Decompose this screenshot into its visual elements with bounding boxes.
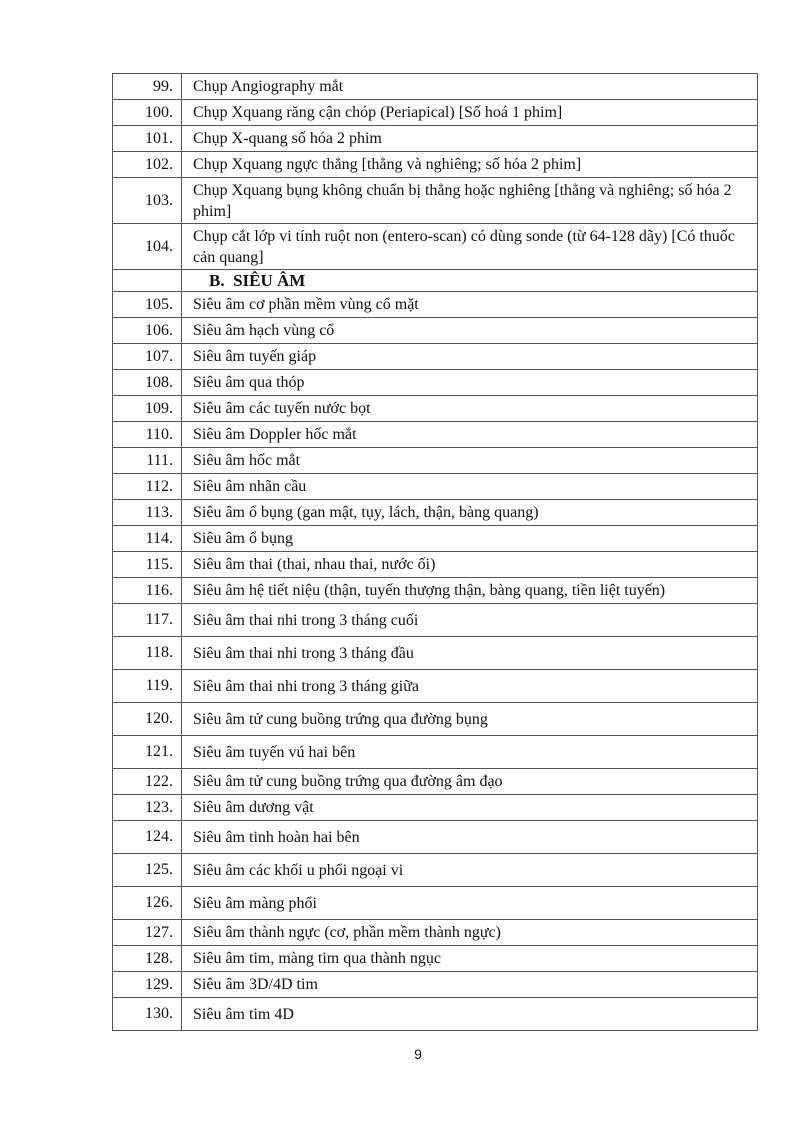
- procedure-name-cell: Siêu âm ổ bụng (gan mật, tụy, lách, thận, bàng quang): [182, 500, 758, 526]
- row-index-cell: 100.: [113, 100, 182, 126]
- row-index-cell: 106.: [113, 318, 182, 344]
- procedure-name-cell: Siêu âm tử cung buồng trứng qua đường bụng: [182, 703, 758, 736]
- row-index-cell: 119.: [113, 670, 182, 703]
- procedure-row: [113, 500, 758, 526]
- procedure-row: [113, 448, 758, 474]
- procedure-name-cell: Siêu âm cơ phần mềm vùng cổ mặt: [182, 292, 758, 318]
- procedure-row: [113, 854, 758, 887]
- procedure-row: [113, 474, 758, 500]
- procedure-row: [113, 422, 758, 448]
- procedure-name-cell: Siêu âm ổ bụng: [182, 526, 758, 552]
- row-index-cell: 111.: [113, 448, 182, 474]
- page-number: 9: [414, 1046, 422, 1062]
- procedure-name-cell: Siêu âm qua thóp: [182, 370, 758, 396]
- procedure-name-cell: Siêu âm nhãn cầu: [182, 474, 758, 500]
- procedure-name-cell: Siêu âm tuyến giáp: [182, 344, 758, 370]
- row-index-cell: 121.: [113, 736, 182, 769]
- procedure-row: [113, 126, 758, 152]
- row-index-cell: 118.: [113, 637, 182, 670]
- procedure-name-cell: Siêu âm các khối u phổi ngoại vi: [182, 854, 758, 887]
- procedure-name-cell: Siêu âm thành ngực (cơ, phần mềm thành ngực): [182, 920, 758, 946]
- procedure-name-cell: Siêu âm hạch vùng cổ: [182, 318, 758, 344]
- procedure-row: [113, 769, 758, 795]
- procedure-name-cell: Siêu âm tuyến vú hai bên: [182, 736, 758, 769]
- procedure-name-cell: Chụp cắt lớp vi tính ruột non (entero-scan) có dùng sonde (từ 64-128 dãy) [Có thuốc cản quang]: [182, 224, 758, 270]
- row-index-cell: 129.: [113, 972, 182, 998]
- row-index-cell: 103.: [113, 178, 182, 224]
- row-index-cell: 110.: [113, 422, 182, 448]
- row-index-cell: 124.: [113, 821, 182, 854]
- procedure-name-cell: Siêu âm thai nhi trong 3 tháng giữa: [182, 670, 758, 703]
- procedure-row: [113, 396, 758, 422]
- row-index-cell: 105.: [113, 292, 182, 318]
- procedure-row: [113, 821, 758, 854]
- procedure-name-cell: Chụp Xquang răng cận chóp (Periapical) [Số hoá 1 phim]: [182, 100, 758, 126]
- procedure-row: [113, 526, 758, 552]
- procedure-row: [113, 370, 758, 396]
- procedure-row: [113, 604, 758, 637]
- row-index-cell: 123.: [113, 795, 182, 821]
- procedure-name-cell: Siêu âm dương vật: [182, 795, 758, 821]
- procedure-name-cell: Siêu âm tim 4D: [182, 998, 758, 1031]
- procedure-name-cell: Chụp Xquang bụng không chuẩn bị thẳng hoặc nghiêng [thẳng và nghiêng; số hóa 2 phim]: [182, 178, 758, 224]
- row-index-cell: 126.: [113, 887, 182, 920]
- row-index-cell: 114.: [113, 526, 182, 552]
- procedure-row: [113, 946, 758, 972]
- row-index-cell: 109.: [113, 396, 182, 422]
- procedure-name-cell: Chụp X-quang số hóa 2 phim: [182, 126, 758, 152]
- procedures-table: [112, 73, 758, 1031]
- procedure-name-cell: Siêu âm thai nhi trong 3 tháng đầu: [182, 637, 758, 670]
- procedure-name-cell: Siêu âm Doppler hốc mắt: [182, 422, 758, 448]
- procedure-name-cell: Siêu âm 3D/4D tim: [182, 972, 758, 998]
- procedure-name-cell: Siêu âm thai nhi trong 3 tháng cuối: [182, 604, 758, 637]
- procedure-row: [113, 736, 758, 769]
- procedure-row: [113, 178, 758, 224]
- row-index-cell: 104.: [113, 224, 182, 270]
- procedures-table-body: [113, 74, 758, 1031]
- row-index-cell: 127.: [113, 920, 182, 946]
- row-index-cell: 113.: [113, 500, 182, 526]
- row-index-cell: 116.: [113, 578, 182, 604]
- procedure-name-cell: Siêu âm tử cung buồng trứng qua đường âm đạo: [182, 769, 758, 795]
- section-title-cell: B. SIÊU ÂM: [182, 270, 758, 292]
- row-index-cell: 102.: [113, 152, 182, 178]
- row-index-cell: 101.: [113, 126, 182, 152]
- row-index-cell: 99.: [113, 74, 182, 100]
- procedure-name-cell: Chụp Xquang ngực thẳng [thẳng và nghiêng; số hóa 2 phim]: [182, 152, 758, 178]
- procedure-row: [113, 920, 758, 946]
- row-index-cell: 117.: [113, 604, 182, 637]
- procedure-name-cell: Siêu âm thai (thai, nhau thai, nước ối): [182, 552, 758, 578]
- row-index-cell: 125.: [113, 854, 182, 887]
- procedure-row: [113, 795, 758, 821]
- procedure-row: [113, 670, 758, 703]
- procedure-row: [113, 74, 758, 100]
- procedure-name-cell: Chụp Angiography mắt: [182, 74, 758, 100]
- row-index-cell: 130.: [113, 998, 182, 1031]
- row-index-cell: 120.: [113, 703, 182, 736]
- row-index-cell: 112.: [113, 474, 182, 500]
- procedure-row: [113, 637, 758, 670]
- procedure-row: [113, 552, 758, 578]
- procedure-row: [113, 578, 758, 604]
- procedure-name-cell: Siêu âm hệ tiết niệu (thận, tuyến thượng thận, bàng quang, tiền liệt tuyến): [182, 578, 758, 604]
- row-index-cell: 107.: [113, 344, 182, 370]
- procedure-name-cell: Siêu âm các tuyến nước bọt: [182, 396, 758, 422]
- row-index-cell: 108.: [113, 370, 182, 396]
- section-header-row: [113, 270, 758, 292]
- procedure-row: [113, 344, 758, 370]
- procedure-row: [113, 703, 758, 736]
- procedure-name-cell: Siêu âm tinh hoàn hai bên: [182, 821, 758, 854]
- row-index-cell: 122.: [113, 769, 182, 795]
- procedure-name-cell: Siêu âm hốc mắt: [182, 448, 758, 474]
- row-index-cell: [113, 270, 182, 292]
- row-index-cell: 128.: [113, 946, 182, 972]
- procedure-row: [113, 972, 758, 998]
- procedure-row: [113, 998, 758, 1031]
- procedure-row: [113, 224, 758, 270]
- procedure-name-cell: Siêu âm màng phổi: [182, 887, 758, 920]
- procedure-row: [113, 318, 758, 344]
- procedure-row: [113, 292, 758, 318]
- procedure-row: [113, 100, 758, 126]
- procedure-row: [113, 887, 758, 920]
- procedure-row: [113, 152, 758, 178]
- row-index-cell: 115.: [113, 552, 182, 578]
- procedure-name-cell: Siêu âm tim, màng tim qua thành ngục: [182, 946, 758, 972]
